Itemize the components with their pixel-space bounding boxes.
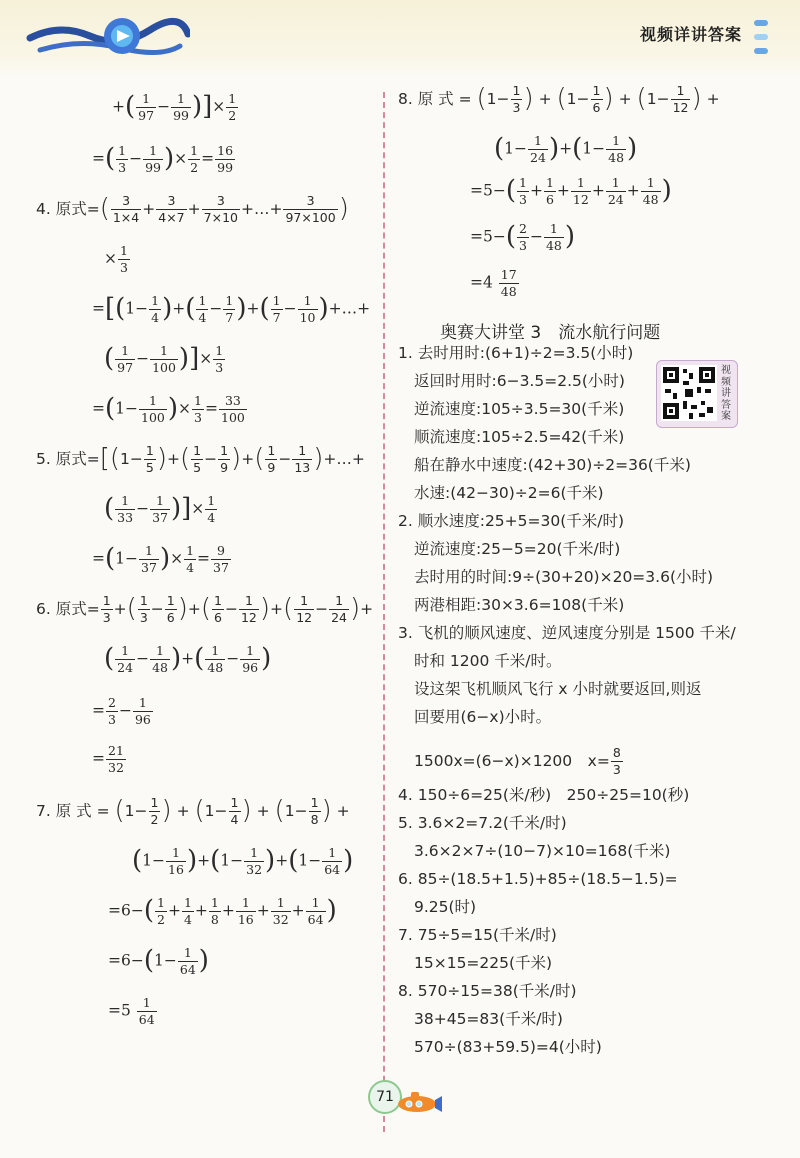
answer-line: 设这架飞机顺风飞行 x 小时就要返回,则返 [414, 680, 702, 698]
solution-8-line-3: =5−( $\frac{1}{3}$ + $\frac{1}{6}$ + $\frac{1}{12}$ + $\frac{1}{24}$ + $\frac{1}{48}$ ) [470, 175, 672, 207]
solution-3-line-3: =( $\frac{1}{3}$ − $\frac{1}{99}$ )× $\frac{1}{2}$ = $\frac{16}{99}$ [92, 143, 234, 175]
header-banner [0, 0, 800, 78]
answer-line: 去时用的时间:9÷(30+20)×20=3.6(小时) [414, 568, 714, 586]
answer-line: 返回时用时:6−3.5=2.5(小时) [414, 372, 625, 390]
answer-line: 38+45=83(千米/时) [414, 1010, 563, 1028]
solution-4-line-2: × $\frac{1}{3}$ [104, 243, 128, 275]
answer-line: 船在静水中速度:(42+30)÷2=36(千米) [414, 456, 691, 474]
answer-line: 两港相距:30×3.6=108(千米) [414, 596, 625, 614]
answer-line: 6. 85÷(18.5+1.5)+85÷(18.5−1.5)= [398, 870, 678, 888]
answer-line: 逆流速度:25−5=20(千米/时) [414, 540, 621, 558]
solution-6-line-4: = $\frac{21}{32}$ [92, 743, 124, 775]
solution-6-line-1: 6. 原式= $\frac{1}{3}$ +( $\frac{1}{3}$ − $\frac{1}{6}$ )+( $\frac{1}{6}$ − $\frac{1}{12}$ )+( $\frac{1}{12}$ − $\frac{1}{24}$ )+ [36, 593, 374, 625]
solution-3-line-2: +( $\frac{1}{97}$ − $\frac{1}{99}$ )]× $\frac{1}{2}$ [112, 91, 237, 123]
solution-7-line-3: =6−( $\frac{1}{2}$ + $\frac{1}{4}$ + $\frac{1}{8}$ + $\frac{1}{16}$ + $\frac{1}{32}$ + $\frac{1}{64}$ ) [108, 895, 337, 927]
answer-line-equation: 1500x=(6−x)×1200 x= $\frac{8}{3}$ [414, 745, 621, 777]
solution-5-line-2: ( $\frac{1}{33}$ − $\frac{1}{37}$ )]× $\frac{1}{4}$ [104, 493, 216, 525]
answer-line: 4. 150÷6=25(米/秒) 250÷25=10(秒) [398, 786, 690, 804]
solution-4-line-3: =[(1− $\frac{1}{4}$ )+( $\frac{1}{4}$ − $\frac{1}{7}$ )+( $\frac{1}{7}$ − $\frac{1}{10}$ )+…+ [92, 293, 371, 325]
solution-5-line-3: =(1− $\frac{1}{37}$ )× $\frac{1}{4}$ = $\frac{9}{37}$ [92, 543, 229, 575]
solution-7-line-4: =6−(1− $\frac{1}{64}$ ) [108, 945, 209, 977]
qr-label: 视频讲答案 [721, 365, 731, 422]
answer-line: 8. 570÷15=38(千米/时) [398, 982, 577, 1000]
column-divider [383, 92, 385, 1132]
answer-line: 570÷(83+59.5)=4(小时) [414, 1038, 602, 1056]
qr-code-icon [661, 365, 717, 421]
solution-7-line-2: (1− $\frac{1}{16}$ )+(1− $\frac{1}{32}$ )+(1− $\frac{1}{64}$ ) [132, 845, 354, 877]
solution-7-line-1: 7. 原 式 = (1− $\frac{1}{2}$ ) + (1− $\frac{1}{4}$ ) + (1− $\frac{1}{8}$ ) + [36, 795, 350, 827]
answer-line: 1. 去时用时:(6+1)÷2=3.5(小时) [398, 344, 634, 362]
submarine-icon [395, 1088, 443, 1114]
solution-4-line-1: 4. 原式=( $\frac{3}{1\times 4}$ + $\frac{3}{4\times 7}$ + $\frac{3}{7\times 10}$ +…+ $\frac{3}{97\times 100}$ ) [36, 193, 349, 225]
answer-line: 7. 75÷5=15(千米/时) [398, 926, 557, 944]
qr-code-card[interactable] [656, 360, 738, 428]
page-number: 71 [368, 1080, 402, 1114]
solution-6-line-2: ( $\frac{1}{24}$ − $\frac{1}{48}$ )+( $\frac{1}{48}$ − $\frac{1}{96}$ ) [104, 643, 272, 675]
header-title: 视频详讲答案 [639, 25, 742, 44]
answer-line: 逆流速度:105÷3.5=30(千米) [414, 400, 625, 418]
answer-line: 回要用(6−x)小时。 [414, 708, 552, 726]
answer-line: 15×15=225(千米) [414, 954, 553, 972]
solution-4-line-4: ( $\frac{1}{97}$ − $\frac{1}{100}$ )]× $\frac{1}{3}$ [104, 343, 224, 375]
answer-line: 水速:(42−30)÷2=6(千米) [414, 484, 604, 502]
solution-7-line-5: =5 $\frac{1}{64}$ [108, 995, 155, 1027]
solution-8-line-1: 8. 原 式 = (1− $\frac{1}{3}$ ) + (1− $\frac{1}{6}$ ) + (1− $\frac{1}{12}$ ) + [398, 83, 720, 115]
solution-8-line-4: =5−( $\frac{2}{3}$ − $\frac{1}{48}$ ) [470, 221, 576, 253]
section-title: 奥赛大讲堂 3 流水航行问题 [440, 323, 661, 343]
solution-4-line-5: =(1− $\frac{1}{100}$ )× $\frac{1}{3}$ = $\frac{33}{100}$ [92, 393, 245, 425]
answer-line: 顺流速度:105÷2.5=42(千米) [414, 428, 625, 446]
answer-line: 2. 顺水速度:25+5=30(千米/时) [398, 512, 625, 530]
header-stripe-icon [752, 18, 770, 58]
solution-6-line-3: = $\frac{2}{3}$ − $\frac{1}{96}$ [92, 695, 151, 727]
fraction: $\frac{1}{97}$ [138, 91, 155, 123]
answer-line: 9.25(时) [414, 898, 477, 916]
solution-8-line-5: =4 $\frac{17}{48}$ [470, 267, 517, 299]
solution-5-line-1: 5. 原式=[(1− $\frac{1}{5}$ )+( $\frac{1}{5}$ − $\frac{1}{9}$ )+( $\frac{1}{9}$ − $\frac{1}{13}$ )+…+ [36, 443, 365, 475]
answer-line: 3. 飞机的顺风速度、逆风速度分别是 1500 千米/ [398, 624, 736, 642]
answer-line: 时和 1200 千米/时。 [414, 652, 562, 670]
solution-8-line-2: (1− $\frac{1}{24}$ )+(1− $\frac{1}{48}$ ) [494, 133, 638, 165]
answer-line: 3.6×2×7÷(10−7)×10=168(千米) [414, 842, 671, 860]
answer-line: 5. 3.6×2=7.2(千米/时) [398, 814, 567, 832]
planet-illustration-icon [20, 8, 190, 58]
